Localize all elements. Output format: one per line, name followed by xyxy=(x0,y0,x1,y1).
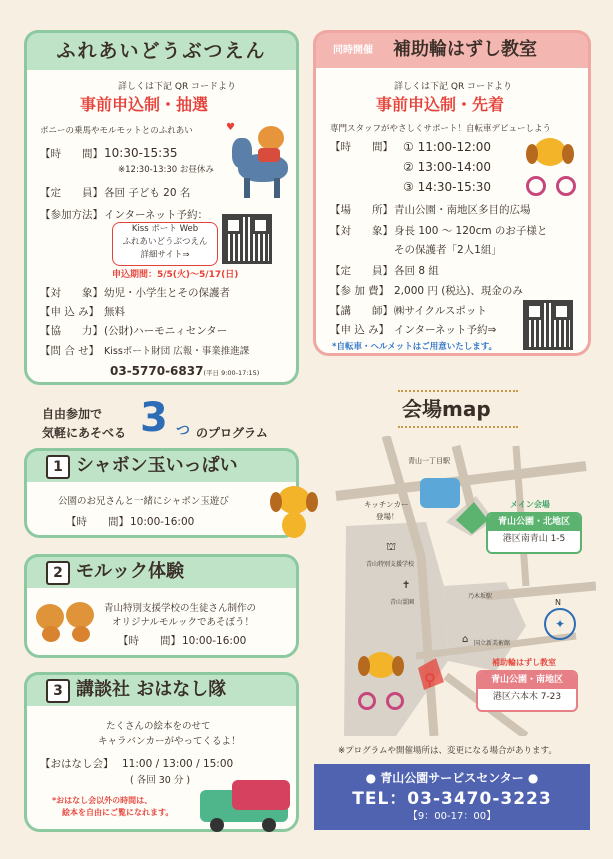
web-line1: Kiss ポート Web xyxy=(131,224,199,234)
dog-bubble-illustration xyxy=(268,486,324,542)
program-1-title: 1 シャボン玉いっぱい xyxy=(46,455,238,479)
zoo-qr-code[interactable] xyxy=(222,214,272,264)
programs-heading-line2: 気軽にあそべる xyxy=(42,426,127,440)
main-venue-box xyxy=(486,512,582,554)
bike-row-fee: 【参 加 費】 2,000 円 (税込)、現金のみ xyxy=(330,285,523,297)
zoo-method: 事前申込制・抽選 xyxy=(80,95,209,114)
sub-venue-addr: 港区六本木 7-23 xyxy=(492,692,562,702)
bike-row-target-2: その保護者「2人1組」 xyxy=(394,244,502,256)
zoo-row-capacity: 【定 員】各回 子ども 20 名 xyxy=(40,187,191,199)
map-station: 青山一丁目駅 xyxy=(408,457,450,465)
main-venue-name: 青山公園・北地区 xyxy=(488,514,580,531)
bike-row-time: 【時 間】 xyxy=(330,141,393,153)
map-title-dots-bottom xyxy=(398,426,518,428)
programs-heading-line1: 自由参加で xyxy=(42,407,103,421)
bike-footnote: *自転車・ヘルメットはご用意いたします。 xyxy=(332,342,498,352)
bike-time-1: ① 11:00-12:00 xyxy=(403,140,492,154)
pony-illustration xyxy=(232,126,298,204)
map-main-label: メイン会場 xyxy=(510,500,550,509)
museum-icon: ⌂ xyxy=(462,634,469,645)
heart-icon: ♥ xyxy=(226,122,235,133)
program-1-desc: 公園のお兄さんと一緒にシャボン玉遊び xyxy=(58,496,229,507)
program-3-number: 3 xyxy=(46,679,70,703)
map-pin-icon: ⚲ xyxy=(424,670,436,689)
bike-row-place: 【場 所】青山公園・南地区多目的広場 xyxy=(330,204,531,216)
compass-north: N xyxy=(555,598,561,607)
map-sub-label: 補助輪はずし教室 xyxy=(492,658,556,667)
zoo-period: 申込期間：5/5(火)〜5/17(日) xyxy=(112,270,239,280)
dogs-molkky-illustration xyxy=(36,598,98,644)
zoo-desc: ポニーの乗馬やモルモットとのふれあい xyxy=(40,126,193,136)
zoo-note: 詳しくは下記 QR コードより xyxy=(118,82,237,92)
program-3-desc2: キャラバンカーがやってくるよ！ xyxy=(98,736,241,747)
cemetery-icon: ✝ xyxy=(402,580,411,591)
bike-method: 事前申込制・先着 xyxy=(376,95,505,114)
map-cemetery: 青山霊園 xyxy=(390,599,415,606)
main-venue-addr: 港区南青山 1-5 xyxy=(502,534,566,544)
zoo-row-contact: 【問 合 せ】 Kissポート財団 広報・事業推進課 xyxy=(40,345,250,357)
programs-heading-tail: のプログラム xyxy=(196,426,268,440)
map-school: 青山特別支援学校 xyxy=(366,561,415,568)
service-center-tel: TEL：03-3470-3223 xyxy=(352,789,552,809)
web-line3: 詳細サイト⇒ xyxy=(140,250,190,260)
zoo-phone-hours: (平日 9:00-17:15) xyxy=(203,369,260,377)
zoo-time-note: ※12:30-13:30 お昼休み xyxy=(118,165,214,175)
programs-heading-number: 3 xyxy=(140,395,168,441)
dog-bike-illustration xyxy=(524,138,580,198)
zoo-row-target: 【対 象】幼児・小学生とその保護者 xyxy=(40,287,230,299)
bike-title: 補助輪はずし教室 xyxy=(393,39,537,60)
map-kitchen-car: キッチンカー xyxy=(364,500,409,509)
program-2-desc1: 青山特別支援学校の生徒さん制作の xyxy=(104,603,257,614)
program-1-time: 【時 間】10:00-16:00 xyxy=(66,516,195,528)
program-1-number: 1 xyxy=(46,455,70,479)
program-2-desc2: オリジナルモルックであそぼう！ xyxy=(112,617,255,628)
zoo-web-link[interactable] xyxy=(112,222,218,266)
sub-venue-name: 青山公園・南地区 xyxy=(478,672,576,689)
zoo-row-time: 【時 間】10:30-15:35 xyxy=(40,146,178,160)
caravan-car-illustration xyxy=(200,780,296,832)
service-center-box xyxy=(314,764,590,830)
bike-qr-code[interactable] xyxy=(523,300,573,350)
zoo-phone: 03-5770-6837(平日 9:00-17:15) xyxy=(110,364,260,378)
bike-tag: 同時開催 xyxy=(333,45,373,56)
school-icon: ⛫ xyxy=(386,540,397,553)
program-2-time: 【時 間】10:00-16:00 xyxy=(118,635,247,647)
bike-row-instructor: 【講 師】㈱サイクルスポット xyxy=(330,305,487,317)
sub-venue-box xyxy=(476,670,578,712)
bike-row-target: 【対 象】身長 100 〜 120cm のお子様と xyxy=(330,225,548,237)
bike-desc: 専門スタッフがやさしくサポート！自転車デビューしよう xyxy=(330,124,552,134)
map-nogizaka: 乃木坂駅 xyxy=(468,593,493,600)
map-title: 会場map xyxy=(402,397,491,421)
programs-heading-suffix: つ xyxy=(176,423,190,439)
web-line2: ふれあいどうぶつえん xyxy=(122,237,208,247)
bike-note: 詳しくは下記 QR コードより xyxy=(394,82,513,92)
program-3-desc1: たくさんの絵本をのせて xyxy=(106,721,211,732)
service-center-name: ● 青山公園サービスセンター ● xyxy=(365,771,539,785)
map-dog-bike-illustration xyxy=(358,652,408,712)
zoo-title: ふれあいどうぶつえん xyxy=(24,30,299,70)
bike-time-2: ② 13:00-14:00 xyxy=(403,160,492,174)
compass-icon: ✦ xyxy=(544,608,576,640)
map-title-dots-top xyxy=(398,390,518,392)
map-note: ※プログラムや開催場所は、変更になる場合があります。 xyxy=(338,746,557,756)
program-2-number: 2 xyxy=(46,561,70,585)
zoo-row-cooperation: 【協 力】(公財)ハーモニィセンター xyxy=(40,325,228,337)
map-kitchen-car-note: 登場！ xyxy=(376,512,399,521)
bike-row-apply: 【申 込 み】 インターネット予約⇒ xyxy=(330,324,497,336)
zoo-row-method: 【参加方法】インターネット予約： xyxy=(40,209,209,221)
bike-time-3: ③ 14:30-15:30 xyxy=(403,180,492,194)
program-2-title: 2 モルック体験 xyxy=(46,561,184,585)
program-3-time: 【おはなし会】 11:00 / 13:00 / 15:00 xyxy=(40,758,234,770)
service-center-hours: 【9：00-17：00】 xyxy=(407,811,497,822)
program-3-footnote1: *おはなし会以外の時間は、 xyxy=(52,796,153,805)
bike-row-capacity: 【定 員】各回 8 組 xyxy=(330,265,439,277)
program-3-time-note: ( 各回 30 分 ) xyxy=(130,775,191,786)
kitchen-car-icon xyxy=(420,478,460,508)
program-3-footnote2: 絵本を自由にご覧になれます。 xyxy=(62,808,174,817)
map-museum: 国立新美術館 xyxy=(474,640,511,647)
program-3-title: 3 講談社 おはなし隊 xyxy=(46,679,226,703)
zoo-row-fee: 【申 込 み】 無料 xyxy=(40,306,125,318)
